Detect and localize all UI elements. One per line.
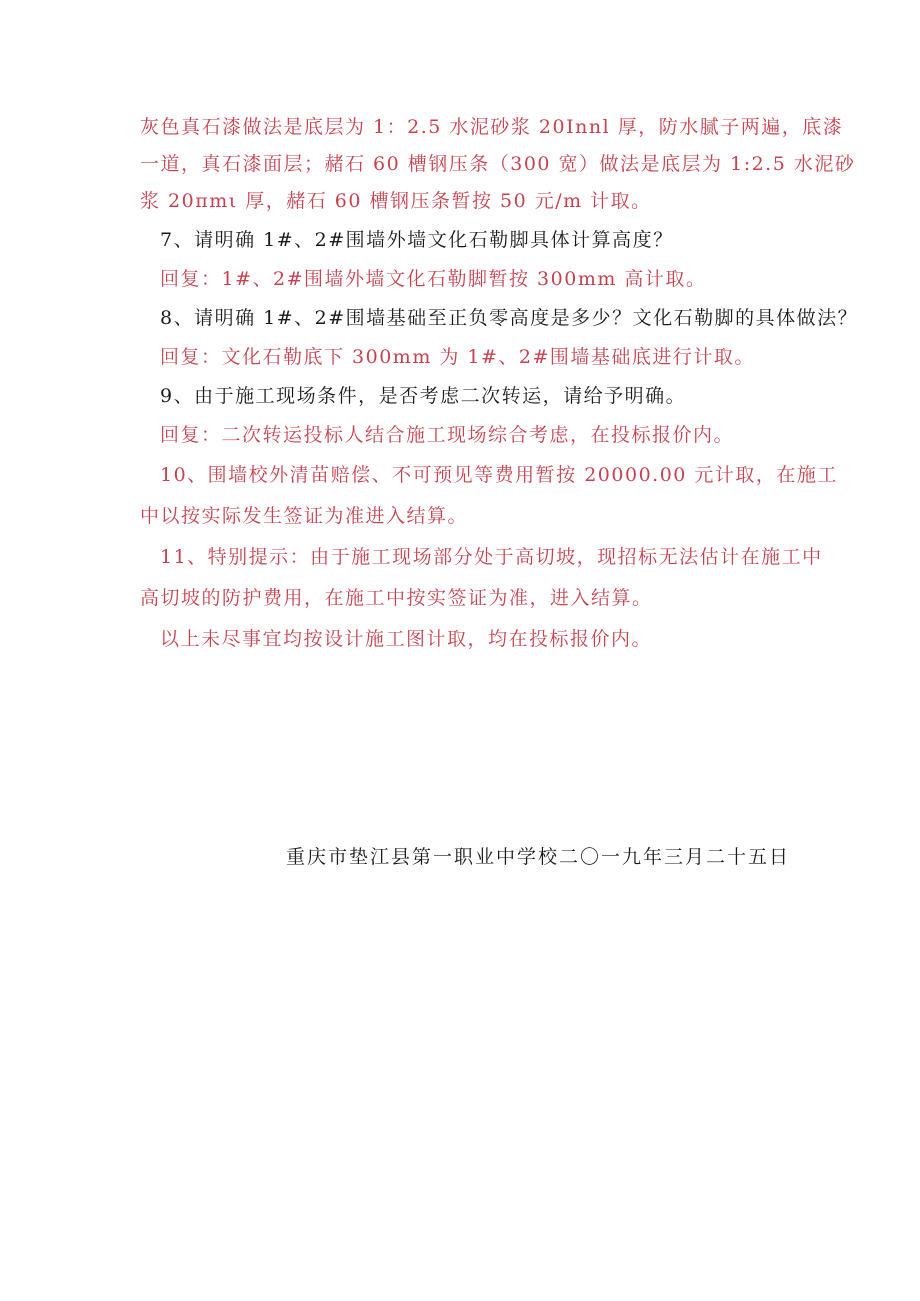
item-10-line-2: 中以按实际发生签证为准进入结算。 bbox=[140, 505, 469, 527]
item-11-line-2: 高切坡的防护费用，在施工中按实签证为准，进入结算。 bbox=[140, 587, 653, 609]
question-8: 8、请明确 1#、2#围墙基础至正负零高度是多少？文化石勒脚的具体做法？ bbox=[160, 307, 859, 329]
question-7: 7、请明确 1#、2#围墙外墙文化石勒脚具体计算高度？ bbox=[160, 229, 674, 251]
item-11-line-1: 11、特别提示：由于施工现场部分处于高切坡，现招标无法估计在施工中 bbox=[160, 546, 823, 568]
paragraph-line-3: 浆 20πmι 厚，赭石 60 槽钢压条暂按 50 元/m 计取。 bbox=[140, 190, 652, 212]
question-9: 9、由于施工现场条件，是否考虑二次转运，请给予明确。 bbox=[160, 385, 687, 407]
signature-date: 重庆市垫江县第一职业中学校二〇一九年三月二十五日 bbox=[286, 846, 791, 868]
reply-7: 回复：1#、2#围墙外墙文化石勒脚暂按 300mm 高计取。 bbox=[160, 268, 707, 290]
paragraph-line-1: 灰色真石漆做法是底层为 1：2.5 水泥砂浆 20Innl 厚，防水腻子两遍，底漆 bbox=[140, 116, 844, 138]
reply-9: 回复：二次转运投标人结合施工现场综合考虑，在投标报价内。 bbox=[160, 424, 735, 446]
item-10-line-1: 10、围墙校外清苗赔偿、不可预见等费用暂按 20000.00 元计取，在施工 bbox=[160, 464, 838, 486]
closing-note: 以上未尽事宜均按设计施工图计取，均在投标报价内。 bbox=[160, 628, 653, 650]
reply-8: 回复：文化石勒底下 300mm 为 1#、2#围墙基础底进行计取。 bbox=[160, 346, 755, 368]
paragraph-line-2: 一道，真石漆面层；赭石 60 槽钢压条（300 宽）做法是底层为 1:2.5 水泥砂 bbox=[140, 153, 856, 175]
